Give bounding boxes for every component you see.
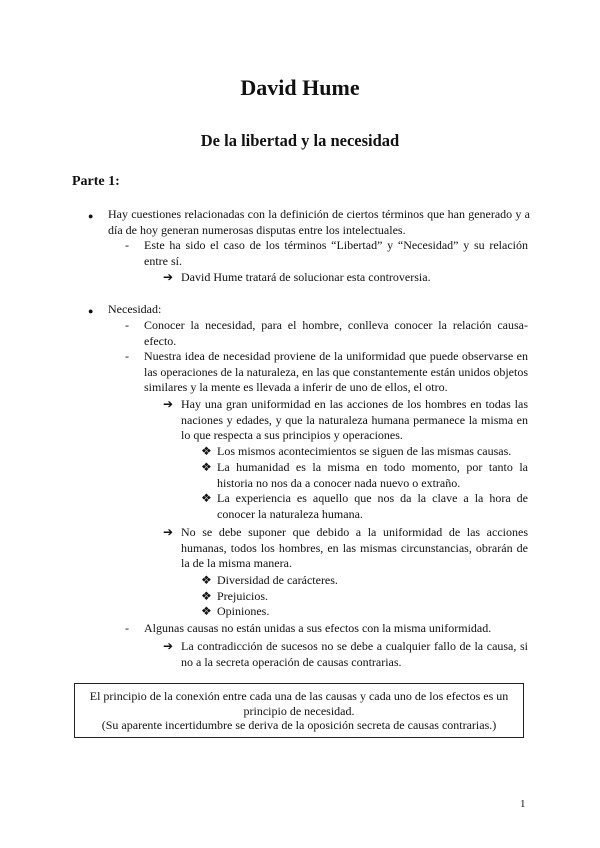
arrow-icon: ➔ (163, 270, 174, 284)
arrow-icon: ➔ (163, 525, 174, 539)
arrow2-item: Prejuicios. (217, 589, 268, 603)
arrow1-item: La humanidad es la misma en todo momento, por tanto la historia no nos da a conocer nada nuevo o extraño. (217, 460, 528, 490)
dash-marker: - (125, 349, 129, 363)
section2-arrow1-text: Hay una gran uniformidad en las acciones de los hombres en todas las naciones y edades, y que la naturaleza humana permanece la misma en lo que respecta a sus principios y operaciones. (181, 397, 528, 442)
diamond-icon: ❖ (201, 460, 212, 474)
diamond-icon: ❖ (201, 573, 212, 587)
section2-dash3-text: Algunas causas no están unidas a sus efectos con la misma uniformidad. (144, 621, 492, 635)
document-title: De la libertad y la necesidad (200, 131, 400, 150)
part-heading: Parte 1: (72, 174, 120, 189)
bullet-icon: ● (88, 211, 94, 221)
bullet-icon: ● (88, 306, 94, 316)
section2-arrow3-text: La contradicción de sucesos no se debe a cualquier fallo de la causa, si no a la secreta operación de causas contrarias. (181, 639, 528, 669)
section2-bullet-text: Necesidad: (108, 302, 162, 316)
author-heading: David Hume (240, 75, 360, 100)
section1-arrow-text: David Hume tratará de solucionar esta controversia. (181, 270, 431, 284)
conclusion-note: (Su aparente incertidumbre se deriva de la oposición secreta de causas contrarias.) (101, 718, 497, 732)
conclusion-box (74, 683, 524, 738)
arrow1-item: Los mismos acontecimientos se siguen de las mismas causas. (217, 444, 512, 458)
section1-dash-text: Este ha sido el caso de los términos “Libertad” y “Necesidad” y su relación entre sí. (144, 238, 528, 268)
arrow-icon: ➔ (163, 639, 174, 653)
section2-dash1-text: Conocer la necesidad, para el hombre, conlleva conocer la relación causa-efecto. (144, 318, 528, 348)
arrow1-item: La experiencia es aquello que nos da la clave a la hora de conocer la naturaleza humana. (217, 491, 528, 521)
diamond-icon: ❖ (201, 604, 212, 618)
arrow-icon: ➔ (163, 397, 174, 411)
page-number: 1 (520, 798, 526, 810)
conclusion-principle: El principio de la conexión entre cada una de las causas y cada uno de los efectos es un principio de necesidad. (89, 689, 509, 718)
section1-bullet-text: Hay cuestiones relacionadas con la definición de ciertos términos que han generado y a día de hoy generan numerosas disputas entre los intelectuales. (108, 207, 530, 237)
arrow2-item: Opiniones. (217, 604, 270, 618)
dash-marker: - (125, 621, 129, 635)
section2-dash2-text: Nuestra idea de necesidad proviene de la uniformidad que puede observarse en las operaciones de la naturaleza, en las que constantemente están unidos objetos similares y la mente es llevada a inferir de uno de ellos, el otro. (144, 349, 528, 394)
diamond-icon: ❖ (201, 491, 212, 505)
dash-marker: - (125, 238, 129, 252)
arrow2-item: Diversidad de carácteres. (217, 573, 338, 587)
diamond-icon: ❖ (201, 589, 212, 603)
diamond-icon: ❖ (201, 444, 212, 458)
dash-marker: - (125, 318, 129, 332)
section2-arrow2-text: No se debe suponer que debido a la uniformidad de las acciones humanas, todos los hombres, en las mismas circunstancias, obrarán de la de la misma manera. (181, 525, 528, 570)
